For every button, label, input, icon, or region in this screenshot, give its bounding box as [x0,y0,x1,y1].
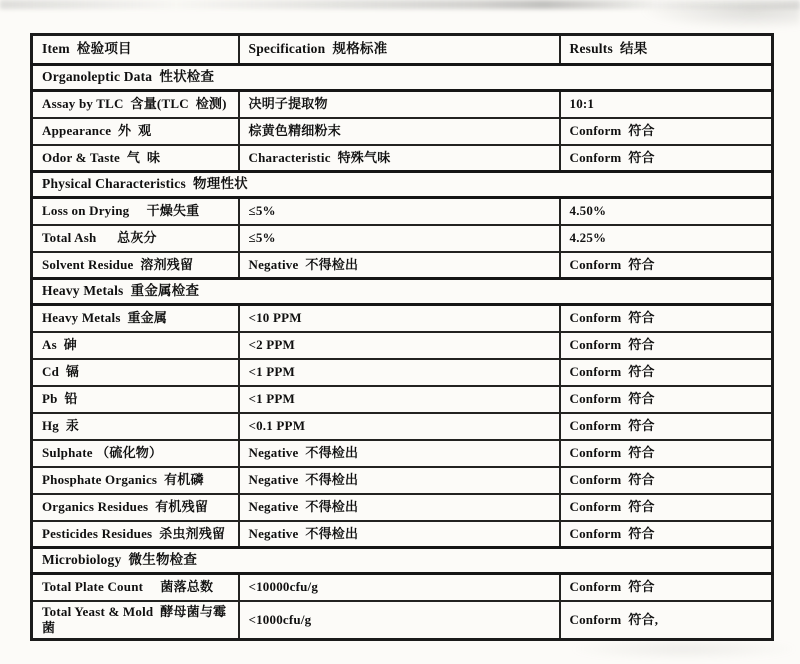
cell-item: Pb 铅 [32,386,239,413]
cell-result: Conform 符合 [560,440,773,467]
table-row-assay-by-tlc [32,91,773,118]
section-title: Physical Characteristics 物理性状 [32,172,773,198]
table-row-sulphate [32,440,773,467]
cell-spec: Negative 不得检出 [239,494,560,521]
cell-item: Organics Residues 有机残留 [32,494,239,521]
section-row-organoleptic [32,65,773,91]
table-row-heavy-metals [32,305,773,332]
section-title: Microbiology 微生物检查 [32,548,773,574]
cell-result: 10:1 [560,91,773,118]
cell-spec: 棕黄色精细粉末 [239,118,560,145]
section-row-heavy-metals [32,279,773,305]
section-row-microbiology [32,548,773,574]
cell-result: 4.50% [560,198,773,225]
table-row-as [32,332,773,359]
cell-item: Solvent Residue 溶剂残留 [32,252,239,279]
section-title: Organoleptic Data 性状检查 [32,65,773,91]
section-row-physical [32,172,773,198]
table-row-hg [32,413,773,440]
scan-artifact-bottom-right [574,638,794,660]
cell-spec: Negative 不得检出 [239,467,560,494]
cell-item: Sulphate （硫化物） [32,440,239,467]
cell-item: Cd 镉 [32,359,239,386]
cell-item: As 砷 [32,332,239,359]
cell-item: Total Plate Count 菌落总数 [32,574,239,601]
table-row-organics-residues [32,494,773,521]
cell-spec: <2 PPM [239,332,560,359]
cell-result: Conform 符合 [560,494,773,521]
cell-item: Pesticides Residues 杀虫剂残留 [32,521,239,548]
cell-spec: Negative 不得检出 [239,440,560,467]
table-header-row [32,35,773,65]
table-row-appearance [32,118,773,145]
cell-spec: <1000cfu/g [239,601,560,640]
column-header-specification: Specification 规格标准 [239,35,560,65]
table-row-solvent-residue [32,252,773,279]
cell-item: Assay by TLC 含量(TLC 检测) [32,91,239,118]
cell-result: Conform 符合 [560,386,773,413]
cell-result: Conform 符合 [560,305,773,332]
cell-spec: <1 PPM [239,386,560,413]
table-row-total-yeast-mold [32,601,773,640]
certificate-of-analysis-table [30,33,774,641]
cell-result: Conform 符合 [560,574,773,601]
cell-spec: 决明子提取物 [239,91,560,118]
cell-result: Conform 符合 [560,145,773,172]
cell-spec: Characteristic 特殊气味 [239,145,560,172]
cell-item: Total Ash 总灰分 [32,225,239,252]
cell-spec: ≤5% [239,198,560,225]
table-row-cd [32,359,773,386]
cell-result: Conform 符合 [560,359,773,386]
cell-spec: <0.1 PPM [239,413,560,440]
cell-result: Conform 符合, [560,601,773,640]
cell-item: Heavy Metals 重金属 [32,305,239,332]
table-row-total-plate-count [32,574,773,601]
cell-item: Odor & Taste 气 味 [32,145,239,172]
cell-item: Hg 汞 [32,413,239,440]
table-row-odor-taste [32,145,773,172]
table-row-pb [32,386,773,413]
cell-result: Conform 符合 [560,118,773,145]
cell-spec: ≤5% [239,225,560,252]
cell-item: Total Yeast & Mold 酵母菌与霉菌 [32,601,239,640]
cell-item: Phosphate Organics 有机磷 [32,467,239,494]
table-row-pesticides-residues [32,521,773,548]
cell-result: Conform 符合 [560,521,773,548]
cell-item: Appearance 外 观 [32,118,239,145]
cell-spec: <1 PPM [239,359,560,386]
cell-result: Conform 符合 [560,252,773,279]
cell-item: Loss on Drying 干燥失重 [32,198,239,225]
cell-result: Conform 符合 [560,467,773,494]
table-row-total-ash [32,225,773,252]
cell-result: Conform 符合 [560,413,773,440]
section-title: Heavy Metals 重金属检查 [32,279,773,305]
scan-artifact-top-right [640,4,800,30]
cell-result: 4.25% [560,225,773,252]
column-header-results: Results 结果 [560,35,773,65]
cell-spec: <10000cfu/g [239,574,560,601]
cell-result: Conform 符合 [560,332,773,359]
table-row-loss-on-drying [32,198,773,225]
cell-spec: Negative 不得检出 [239,521,560,548]
table-row-phosphate-organics [32,467,773,494]
cell-spec: Negative 不得检出 [239,252,560,279]
column-header-item: Item 检验项目 [32,35,239,65]
cell-spec: <10 PPM [239,305,560,332]
